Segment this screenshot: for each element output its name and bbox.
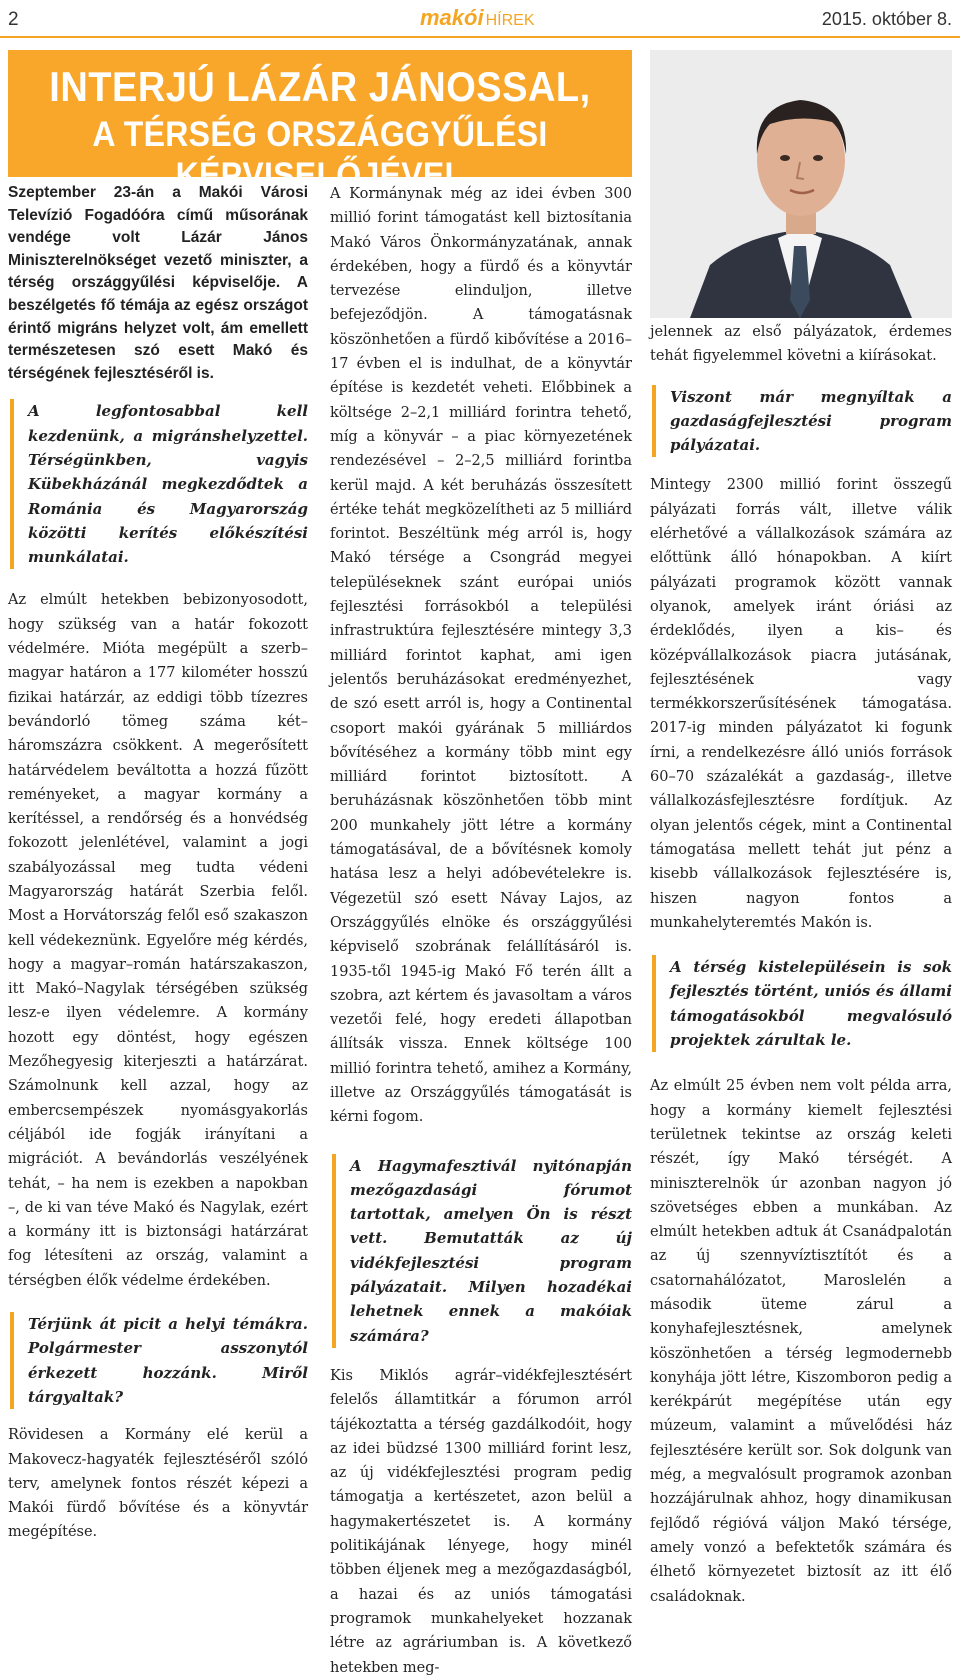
logo-main: makói [420,5,484,30]
publication-logo[interactable] [420,5,535,31]
answer-4: Mintegy 2300 millió forint összegű pályázati forrás vált, illetve válik elérhetővé a vállalkozások számára az előttünk álló hónapokban. A kiírt pályázati programok között vannak olyanok, amelyek iránt óriási az érdeklődés, ilyen a kis– és középvállalkozások piacra jutásának, fejlesztésének vagy termékkorszerűsítésének támogatása. 2017-ig minden pályázatot ki fogunk írni, a rendelkezésre álló uniós források 60–70 százalékát a gazdaság-, illetve vállalkozásfejlesztésre fordítjuk. Az olyan jelentős cégek, mint a Continental támogatása mellett tehát jut pénz a kisebb vállalkozások fejlesztésére is, hiszen nagyon fontos a munkahelyteremtés Makón is. [650,477,952,931]
portrait-photo [650,50,952,318]
header-rule [0,36,960,38]
headline-banner [8,50,632,195]
answer-2: Rövidesen a Kormány elé kerül a Makovecz-hagyaték fejlesztéséről szóló terv, amelynek fontos részét képezi a Makói fürdő bővítése és a könyvtár megépítése. [8,1427,308,1541]
page-number: 2 [8,9,19,30]
answer-2-continued: A Kormánynak még az idei évben 300 millió forint támogatást kell biztosítania Makó Város Önkormányzatának, annak érdekében, hogy a fürdő és a könyvtár tervezése elinduljon, illetve befejeződjön. A támogatásnak köszönhetően a fürdő kibővítése a 2016–17 évben el is indulhat, de a könyvtár építése is kezdetét veheti. Előbbinek a költsége 2–2,1 milliárd forintra tehető, míg a könyvár – a piac környezetének rendezésével – 2–2,5 milliárd forintba kerül majd. A két beruházás összesített értéke tehát megközelítheti az 5 milliárd forintot. Beszéltünk még arról is, hogy Makó térsége a Csongrád megyei településeknek szánt európai uniós fejlesztési forrásokból a települési infrastruktúra fejlesztésére mintegy 3,3 milliárd forintot kaphat, ami igen jelentős beruházásokat eredményezhet, de szó esett arról is, hogy a Continental csoport makói gyárának 5 milliárdos bővítéséhez a kormány több mint egy milliárd forintot biztosított. A beruházásnak köszönhetően több mint 200 munkahely jött létre a kormány támogatásával, de a bővítésnek komoly hatása lesz a helyi adóbevételekre is. Végezetül szó esett Návay Lajos, az Országgyűlés elnöke és országgyűlési képviselő szobrának felállításáról is. 1935-től 1945-ig Makó Fő terén állt a szobra, azt kértem és javasoltam a város vezetői felé, hogy eredeti állapotban állítsák vissza. Ennek költsége 100 millió forintra tehető, amihez a Kormány, illetve az Országgyűlés támogatását is kérni fogom. [330,186,632,1126]
question-5: A térség kistelepülésein is sok fejlesztés történt, uniós és állami támogatásokból megvalósuló projektek zárultak le. [652,955,952,1052]
answer-3: Kis Miklós agrár–vidékfejlesztésért felelős államtitkár a fórumon arról tájékoztatta a térség gazdálkodóit, hogy az idei büdzsé 1300 milliárd forint lesz, az új vidékfejlesztési program pedig támogatja a kertészetet, azon belül a hagymakertészetet is. A kormány politikájának lényege, hogy minél többen éljenek meg a mezőgazdaságból, a hazai és az uniós támogatási programok munkahelyeket hozzanak létre az agráriumban is. A következő hetekben meg- [330,1367,632,1676]
column-2 [330,182,632,1680]
logo-sub: HÍREK [485,12,535,29]
portrait-illustration [650,50,952,318]
question-2: Térjünk át picit a helyi témákra. Polgármester asszonytól érkezett hozzánk. Miről tárgyaltak? [10,1312,308,1409]
column-3 [650,320,952,1609]
question-4: Viszont már megnyíltak a gazdaságfejlesztési program pályázatai. [652,385,952,458]
answer-5: Az elmúlt 25 évben nem volt példa arra, hogy a kormány kiemelt fejlesztési területnek tekintse az ország keleti részét, így Makó térségét. A miniszterelnök úr azonban nagyon jó szövetséges ebben a munkában. Az elmúlt hetekben adtuk át Csanádpalotán az új szennyvíztisztítót és a csatornahálózatot, Maroslelén a második üteme zárul a konyhafejlesztésnek, amelynek köszönhetően a térség legmodernebb konyhája jött létre, Kiszomboron pedig a kerékpárút megépítése után egy múzeum, valamint a művelődési ház fejlesztésére került sor. Sok dolgunk van még, a megvalósult programok azonban hozzájárulnak ahhoz, hogy dinamikusan fejlődő régióvá váljon Makó térsége, amely vonzó a befektetők számára és élhető környezetet biztosít az itt élő családoknak. [650,1078,952,1605]
answer-3-continued: jelennek az első pályázatok, érdemes tehát figyelemmel követni a kiírásokat. [650,324,952,365]
headline-line2: A TÉRSÉG ORSZÁGGYŰLÉSI KÉPVISELŐJÉVEL [92,114,548,195]
question-1: A legfontosabbal kell kezdenünk, a migránshelyzettel. Térségünkben, vagyis Kübekházánál megkezdődtek a Románia és Magyarország közötti kerítés előkészítési munkálatai. [10,399,308,569]
intro-lead: Szeptember 23-án a Makói Városi Televízió Fogadóóra című műsorának vendége volt Lázár János Miniszterelnökséget vezető miniszter, a térség országgyűlési képviselője. A beszélgetés fő témája az egész országot érintő migráns helyzet volt, ám emellett természetesen szó esett Makó és térségének fejlesztéséről is. [8,184,308,382]
page-header [0,0,960,38]
question-3: A Hagymafesztivál nyitónapján mezőgazdasági fórumot tartottak, amelyen Ön is részt vett. Bemutatták az új vidékfejlesztési program pályázatait. Milyen hozadékai lehetnek ennek a makóiak számára? [332,1154,632,1348]
answer-1: Az elmúlt hetekben bebizonyosodott, hogy szükség van a határ fokozott védelmére. Mióta megépült a szerb–magyar határon a 177 kilométer hosszú fizikai határzár, az eddigi több tízezres bevándorló tömeg száma két–háromszázra csökkent. A megerősített határvédelem beváltotta a hozzá fűzött reményeket, a magyar kormány a kerítéssel, a rendőrség és a honvédség fokozott jelenlétével, valamint a jogi szabályozással meg tudta védeni Magyarország határát Szerbia felől. Most a Horvátország felől eső szakaszon kell védekeznünk. Egyelőre még kérdés, hogy a magyar–román határszakaszon, itt Makó–Nagylak térségében szükség lesz-e ilyen védelemre. A kormány hozott egy döntést, hogy egészen Mezőhegyesig kiterjeszti a határzárat. Számolnunk kell azzal, hogy az embercsempészek nyomásgyakorlás céljából ide fogják irányítani a migrációt. A bevándorlás veszélyének tehát, – ha nem is ezekben a napokban –, de ki van téve Makó és Nagylak, ezért a kormány itt is biztonsági határzárat fog létesíteni az ország, valamint a térségben élők védelme érdekében. [8,592,308,1289]
issue-date: 2015. október 8. [821,9,952,29]
headline-line1: INTERJÚ LÁZÁR JÁNOSSAL, [49,64,591,112]
column-1 [8,182,308,1545]
